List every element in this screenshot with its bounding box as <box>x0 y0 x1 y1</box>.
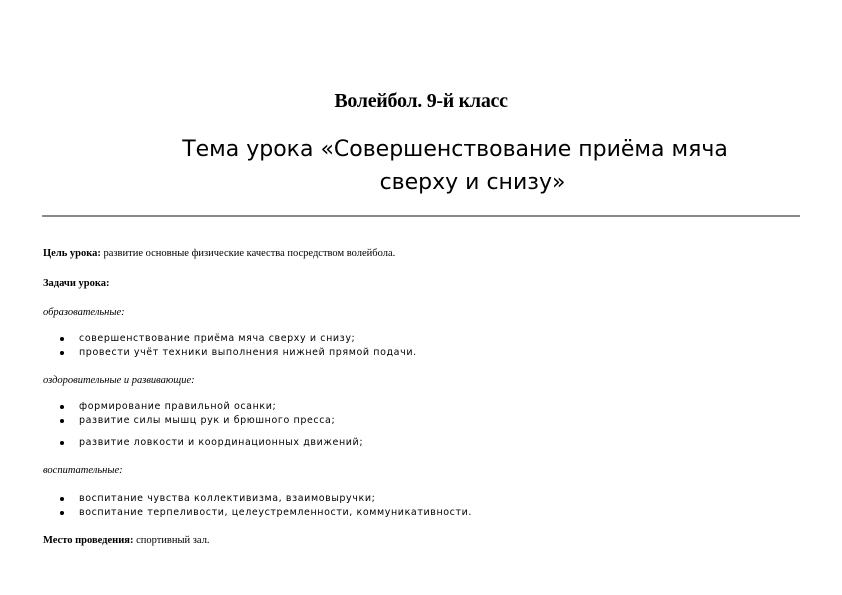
lesson-venue <box>43 535 210 546</box>
list-item: развитие силы мышц рук и брюшного пресса; <box>60 414 363 428</box>
list-item: формирование правильной осанки; <box>60 400 363 414</box>
list-item: развитие ловкости и координационных движений; <box>60 436 363 450</box>
lesson-goal-label: Цель урока: <box>43 248 101 259</box>
lesson-tasks <box>43 278 110 289</box>
bullet-icon <box>60 419 64 423</box>
lesson-topic <box>60 133 830 199</box>
list-item: совершенствование приёма мяча сверху и снизу; <box>60 332 417 346</box>
bullet-icon <box>60 405 64 409</box>
bullet-icon <box>60 351 64 355</box>
horizontal-divider <box>42 215 800 217</box>
lesson-topic-line-2: сверху и снизу» <box>379 170 566 195</box>
lesson-tasks-label: Задачи урока: <box>43 278 110 289</box>
bullet-icon <box>60 497 64 501</box>
lesson-goal <box>43 248 395 259</box>
lesson-topic-line-1: Тема урока «Совершенствование приёма мяча <box>182 137 728 162</box>
bullet-icon <box>60 441 64 445</box>
upbringing-heading: воспитательные: <box>43 465 123 476</box>
list-item: воспитание терпеливости, целеустремленности, коммуникативности. <box>60 506 472 520</box>
health-list <box>60 400 363 450</box>
document-title: Волейбол. 9-й класс <box>334 90 508 112</box>
list-item: провести учёт техники выполнения нижней прямой подачи. <box>60 346 417 360</box>
health-heading: оздоровительные и развивающие: <box>43 375 195 386</box>
upbringing-list <box>60 492 472 520</box>
lesson-venue-label: Место проведения: <box>43 535 134 546</box>
lesson-goal-text: развитие основные физические качества посредством волейбола. <box>100 248 396 259</box>
educational-heading: образовательные: <box>43 307 125 318</box>
bullet-icon <box>60 337 64 341</box>
list-item: воспитание чувства коллективизма, взаимовыручки; <box>60 492 472 506</box>
lesson-venue-text: спортивный зал. <box>133 535 210 546</box>
bullet-icon <box>60 511 64 515</box>
educational-list <box>60 332 417 360</box>
